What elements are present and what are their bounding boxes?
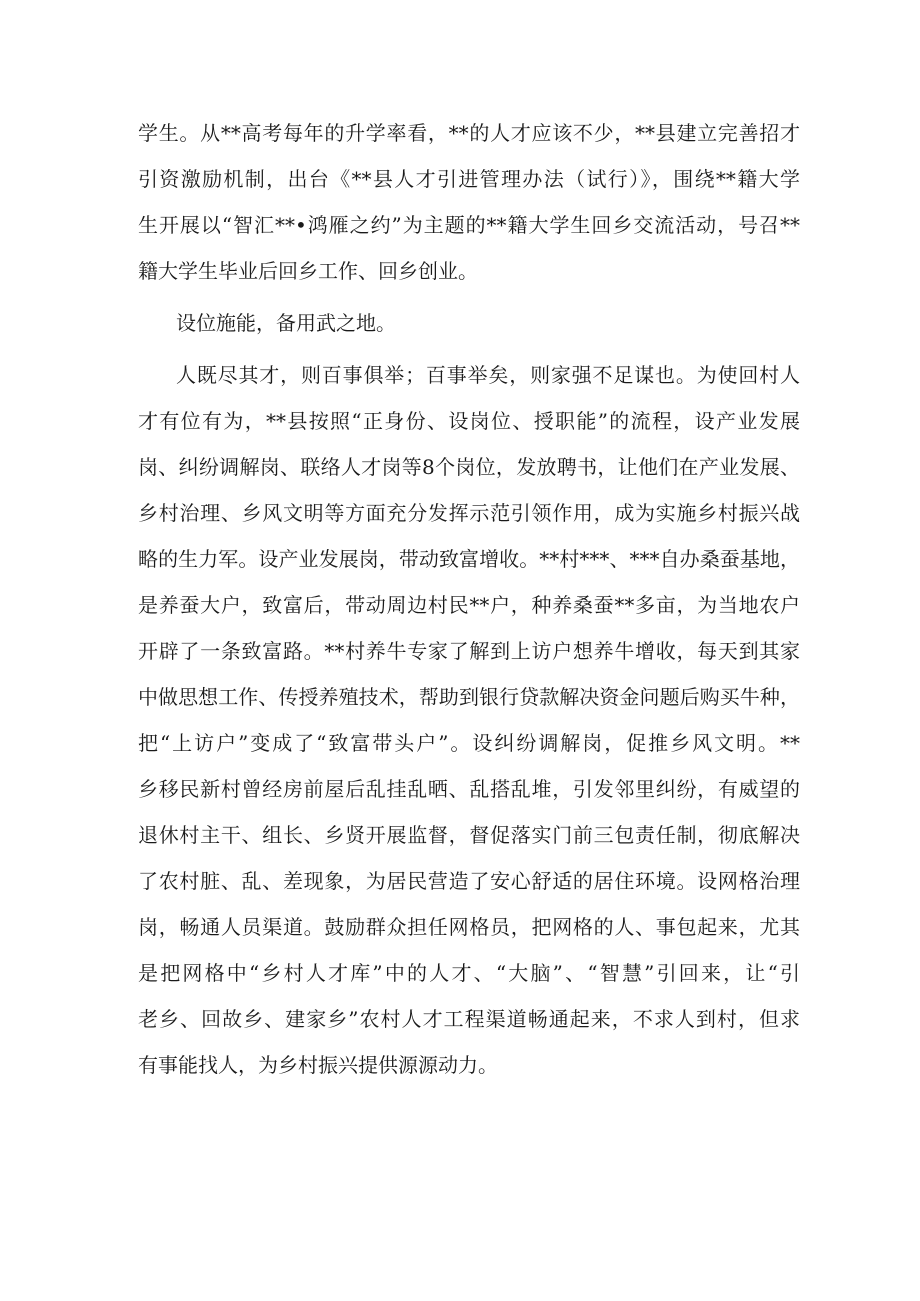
text-line: 生开展以“智汇**•鸿雁之约”为主题的**籍大学生回乡交流活动，号召**	[138, 213, 800, 237]
paragraph-2	[138, 300, 800, 346]
text-line: 开辟了一条致富路。**村养牛专家了解到上访户想养牛增收，每天到其家	[138, 639, 800, 663]
text-line: 把“上访户”变成了“致富带头户”。设纠纷调解岗，促推乡风文明。**	[138, 731, 800, 755]
body-text	[138, 110, 800, 1088]
text-line: 略的生力军。设产业发展岗，带动致富增收。**村***、***自办桑蚕基地，	[138, 547, 800, 571]
text-line: 是把网格中“乡村人才库”中的人才、“大脑”、“智慧”引回来，让“引	[138, 961, 800, 985]
text-line: 老乡、回故乡、建家乡”农村人才工程渠道畅通起来，不求人到村，但求	[138, 1007, 800, 1031]
paragraph-1	[138, 110, 800, 294]
text-line: 了农村脏、乱、差现象，为居民营造了安心舒适的居住环境。设网格治理	[138, 869, 800, 893]
section-heading: 设位施能，备用武之地。	[176, 311, 396, 335]
text-line: 籍大学生毕业后回乡工作、回乡创业。	[138, 259, 478, 283]
text-line: 学生。从**高考每年的升学率看，**的人才应该不少，**县建立完善招才	[138, 121, 800, 145]
text-line: 乡村治理、乡风文明等方面充分发挥示范引领作用，成为实施乡村振兴战	[138, 501, 800, 525]
text-line: 是养蚕大户，致富后，带动周边村民**户，种养桑蚕**多亩，为当地农户	[138, 593, 800, 617]
text-line: 岗，畅通人员渠道。鼓励群众担任网格员，把网格的人、事包起来，尤其	[138, 915, 800, 939]
text-line: 乡移民新村曾经房前屋后乱挂乱晒、乱搭乱堆，引发邻里纠纷，有威望的	[138, 777, 800, 801]
paragraph-3	[138, 352, 800, 1088]
text-line: 中做思想工作、传授养殖技术，帮助到银行贷款解决资金问题后购买牛种，	[138, 685, 800, 709]
text-line: 人既尽其才，则百事俱举；百事举矣，则家强不足谋也。为使回村人	[176, 363, 800, 387]
text-line: 引资激励机制，出台《**县人才引进管理办法（试行）》，围绕**籍大学	[138, 167, 800, 191]
text-line: 有事能找人，为乡村振兴提供源源动力。	[138, 1053, 498, 1077]
text-line: 退休村主干、组长、乡贤开展监督，督促落实门前三包责任制，彻底解决	[138, 823, 800, 847]
text-line: 岗、纠纷调解岗、联络人才岗等8个岗位，发放聘书，让他们在产业发展、	[138, 455, 800, 479]
text-line: 才有位有为，**县按照“正身份、设岗位、授职能”的流程，设产业发展	[138, 409, 800, 433]
